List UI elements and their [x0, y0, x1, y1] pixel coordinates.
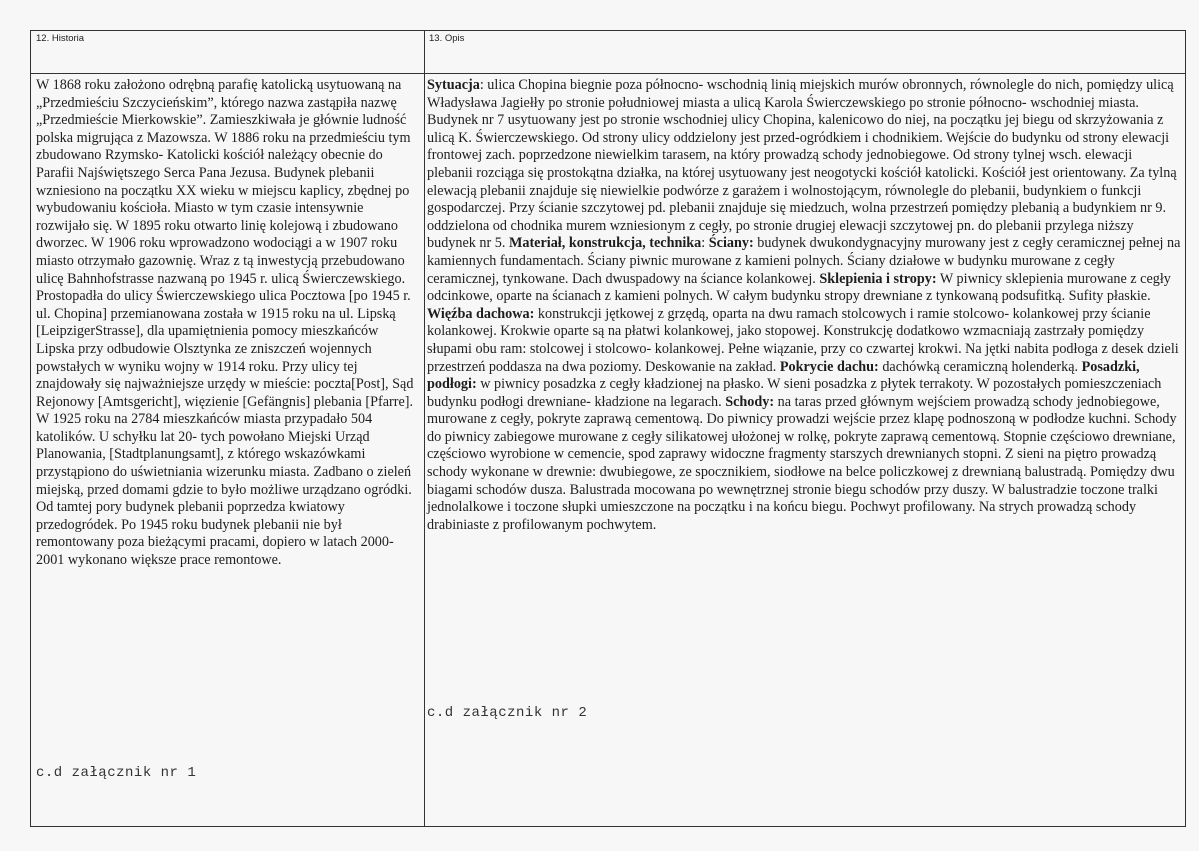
situation-label: Sytuacja: [427, 77, 480, 93]
roof-truss-text: konstrukcji jętkowej z grzędą, oparta na dwu ramach stolcowych i ramie stolcowo- kolankowej przy ścianie kolankowej. Krokwie oparte są na płatwi kolankowej, jako stopowej. Konstrukcję dodatkowo wzmacniają zastrzały pomiędzy słupami obu ram: stolcowej i stolcowo- kolankowej. Pełne wiązanie, przy co czwartej krokwi. Na jętki nabita podłoga z desek dzieli przestrzeń poddasza na dwa poziomy. Deskowanie na zakład.: [427, 305, 1179, 375]
history-attachment-note: c.d załącznik nr 1: [36, 765, 197, 781]
history-header: 12. Historia: [36, 33, 85, 44]
header-divider: [30, 73, 1186, 74]
stairs-text: na taras przed głównym wejściem prowadzą schody jednobiegowe, murowane z cegły, pokryte zaprawą cementową. Do piwnicy prowadzi wejście przez klapę podnoszoną w podłodze kuchni. Schody do piwnicy zabiegowe murowane z cegły silikatowej ułożonej w rolkę, pokryte zaprawą cementową. Stopnie częściowo drewniane, częściowo wyrobione w cemencie, spod zaprawy widoczne fragmenty starszych drewnianych stopni. Z sieni na piętro prowadzą schody wykonane w drewnie: dwubiegowe, ze spocznikiem, siodłowe na belce policzkowej z drewnianą balustradą. Pomiędzy dwu biagami schodów dusza. Balustrada mocowana po wewnętrznej stronie biegu schodów przy duszy. W balustradzie toczone tralki jednolalkowe i toczone słupki umieszczone na początku i na końcu biegu. Pochwyt profilowany. Na strych prowadzą schody drabiniaste z profilowanym pochwytem.: [427, 393, 1177, 533]
column-divider: [424, 30, 425, 827]
material-label: Materiał, konstrukcja, technika: [508, 235, 702, 252]
floors-text: w piwnicy posadzka z cegły kładzionej na płasko. W sieni posadzka z płytek terrakoty. W pozostałych pomieszczeniach budynku podłogi drewniane- kładzione na legarach.: [427, 376, 1162, 410]
description-header: 13. Opis: [429, 33, 465, 44]
vaults-label: Sklepienia i stropy:: [819, 270, 937, 287]
roofing-text: dachówką ceramiczną holenderką.: [878, 358, 1082, 375]
roofing-label: Pokrycie dachu:: [779, 358, 879, 375]
vaults-text: W piwnicy sklepienia murowane z cegły odcinkowe, oparte na ścianach z kamieni polnych. W całym budynku stropy drewniane z tynkowaną podsufitką. Sufity płaskie.: [427, 270, 1171, 305]
walls-text: budynek dwukondygnacyjny murowany jest z cegły ceramicznej pełnej na kamiennych fundamentach. Ściany piwnic murowane z kamieni polnych. Ściany działowe w budynku murowane z cegły ceramicznej, tynkowane. Dach dwuspadowy na ściance kolankowej.: [427, 235, 1181, 287]
roof-truss-label: Więźba dachowa:: [427, 305, 535, 322]
walls-label: Ściany:: [708, 235, 754, 252]
description-section: [427, 77, 1181, 534]
history-section: [36, 77, 420, 570]
situation-text: : ulica Chopina biegnie poza północno- wschodnią linią miejskich murów obronnych, równolegle do nich, pomiędzy ulicą Władysława Jagiełły po stronie południowej miasta a ulicą Karola Świerczewskiego po stronie północno- wschodniej miasta. Budynek nr 7 usytuowany jest po stronie wschodniej ulicy Chopina, kalenicowo do niej, na początku jej biegu od skrzyżowania z ulicą K. Świerczewskiego. Od strony ulicy oddzielony jest przed-ogródkiem i chodnikiem. Wejście do budynku od strony elewacji frontowej zach. poprzedzone niewielkim tarasem, na który prowadzą schody jednobiegowe. Od strony tylnej wsch. elewacji plebanii rozciąga się prostokątna działka, na której usytuowany jest neogotycki kościół katolicki. Kościół jest orientowany. Za tylną elewacją plebanii znajduje się niewielkie podwórze z garażem i wolnostojącym, równolegle do plebanii, budynkiem o funkcji gospodarczej. Przy ścianie szczytowej pd. plebanii znajduje się miedzuch, wolna przestrzeń pomiędzy plebanią a budynkiem nr 9. oddzielona od chodnika murem wzniesionym z cegły, po stronie drugiej elewacji szczytowej pn. do plebanii przylega niższy budynek nr 5.: [427, 77, 1177, 252]
material-separator: :: [701, 235, 709, 252]
floors-label: Posadzki, podłogi:: [427, 358, 1140, 393]
stairs-label: Schody:: [725, 393, 775, 410]
history-text: W 1868 roku założono odrębną parafię katolicką usytuowaną na „Przedmieściu Szczycieńskim”, którego nazwa zastąpiła nazwę „Przedmieście Mierkowskie”. Zamieszkiwała je głównie ludność polska migrująca z Mazowsza. W 1886 roku na przedmieściu tym zbudowano Rzymsko- Katolicki kościół należący obecnie do Parafii Najświętszego Serca Pana Jezusa. Budynek plebanii wzniesiono na początku XX wieku w miejscu kaplicy, zbędnej po wybudowaniu kościoła. Miasto w tym czasie intensywnie rozwijało się. W 1895 roku otwarto linię kolejową i zbudowano dworzec. W 1906 roku wprowadzono wodociągi a w 1907 roku miasto otrzymało gazownię. Wraz z tą inwestycją przebudowano ulicę Bahnhofstrasse nazwaną po 1945 r. ulicą Świerczewskiego. Prostopadła do ulicy Świerczewskiego ulica Pocztowa [po 1945 r. ul. Chopina] przemianowana została w 1915 roku na ul. Lipską [LeipzigerStrasse], dla upamiętnienia pomocy mieszkańców Lipska przy odbudowie Olsztynka ze zniszczeń wojennych powstałych w wyniku wojny w 1914 roku. Przy ulicy tej znajdowały się najważniejsze urzędy w mieście: poczta[Post], Sąd Rejonowy [Amtsgericht], więzienie [Gefängnis] plebania [Pfarre]. W 1925 roku na 2784 mieszkańców miasta przypadało 504 katolików. U schyłku lat 20- tych powołano Miejski Urząd Planowania, [Stadtplanungsamt], z którego wskazówkami przystąpiono do uświetniania wizerunku miasta. Zadbano o zieleń miejską, przed domami gdzie to było możliwe urządzano ogródki. Od tamtej pory budynek plebanii poprzedza kwiatowy przedogródek. Po 1945 roku budynek plebanii nie był remontowany poza bieżącymi pracami, dopiero w latach 2000- 2001 wykonano większe prace remontowe.: [36, 77, 414, 569]
description-attachment-note: c.d załącznik nr 2: [427, 705, 588, 721]
description-paragraph: [427, 77, 1181, 534]
